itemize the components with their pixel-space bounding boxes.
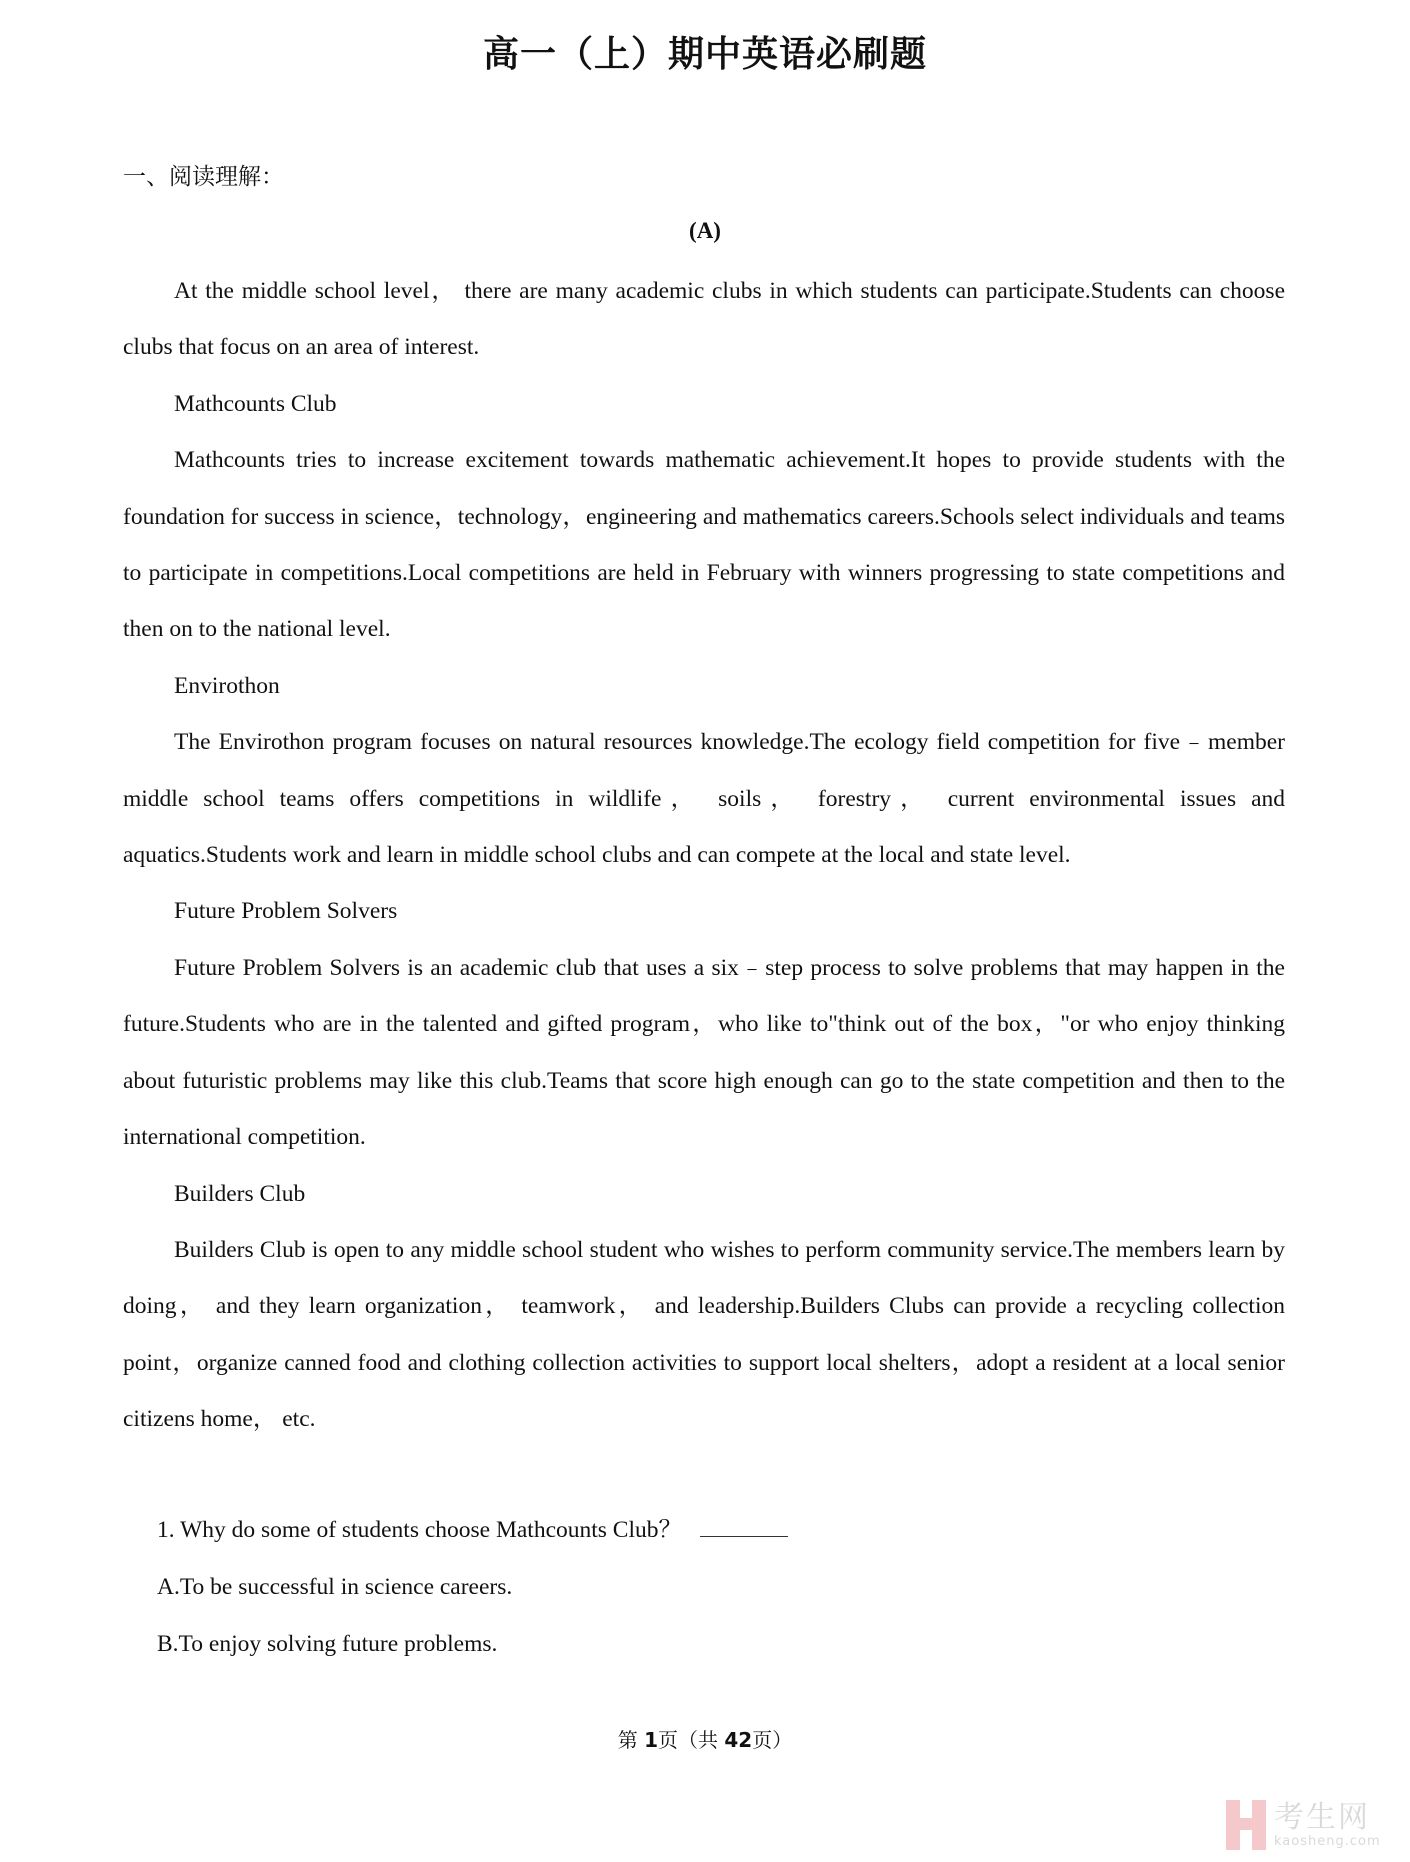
watermark-en: kaosheng.com xyxy=(1274,1834,1381,1849)
question-list xyxy=(157,1502,1257,1673)
footer-suffix: 页） xyxy=(752,1728,793,1752)
club-heading-mathcounts: Mathcounts Club xyxy=(174,390,337,417)
current-page-number: 1 xyxy=(644,1728,659,1752)
document-title: 高一（上）期中英语必刷题 xyxy=(482,33,927,75)
paragraph-intro: At the middle school level， there are many academic clubs in which students can participate.Students can choose clubs that focus on an area of interest. xyxy=(123,278,1285,361)
watermark-cn: 考生网 xyxy=(1274,1800,1370,1835)
answer-blank xyxy=(700,1516,788,1537)
club-heading-envirothon: Envirothon xyxy=(174,672,280,699)
footer-middle: 页（共 xyxy=(658,1728,725,1752)
footer-prefix: 第 xyxy=(617,1728,645,1752)
question-text: 1. Why do some of students choose Mathcounts Club？ xyxy=(157,1517,683,1543)
watermark-text xyxy=(1274,1801,1381,1849)
paragraph-builders: Builders Club is open to any middle school student who wishes to perform community service.The members learn by doing， and they learn organization， teamwork， and leadership.Builders Clubs can provide a recycling collection point，organize canned food and clothing collection activities to support local shelters，adopt a resident at a local senior citizens home， etc. xyxy=(123,1236,1285,1433)
answer-option-b: B.To enjoy solving future problems. xyxy=(157,1631,498,1657)
total-page-count: 42 xyxy=(724,1728,753,1752)
paragraph-future-problem-solvers: Future Problem Solvers is an academic club that uses a six﹣step process to solve problems that may happen in the future.Students who are in the talented and gifted program，who like to"think out of the box，"or who enjoy thinking about futuristic problems may like this club.Teams that score high enough can go to the state competition and then to the international competition. xyxy=(123,954,1285,1151)
watermark xyxy=(1226,1794,1406,1856)
passage-body xyxy=(123,263,1285,1448)
paragraph-mathcounts: Mathcounts tries to increase excitement towards mathematic achievement.It hopes to provide students with the foundation for success in science，technology，engineering and mathematics careers.Schools select individuals and teams to participate in competitions.Local competitions are held in February with winners progressing to state competitions and then on to the national level. xyxy=(123,447,1285,643)
page-footer xyxy=(0,1724,1410,1753)
club-heading-builders: Builders Club xyxy=(174,1180,306,1207)
answer-option-a: A.To be successful in science careers. xyxy=(157,1574,513,1600)
section-heading: 一、阅读理解： xyxy=(123,164,284,190)
paragraph-envirothon: The Envirothon program focuses on natural resources knowledge.The ecology field competition for five﹣member middle school teams offers competitions in wildlife， soils， forestry， current environmental issues and aquatics.Students work and learn in middle school clubs and can compete at the local and state level. xyxy=(123,729,1285,869)
question-stem xyxy=(157,1502,1257,1559)
club-heading-future-problem-solvers: Future Problem Solvers xyxy=(174,898,398,925)
passage-label: (A) xyxy=(689,218,721,243)
watermark-logo-icon xyxy=(1226,1800,1266,1850)
